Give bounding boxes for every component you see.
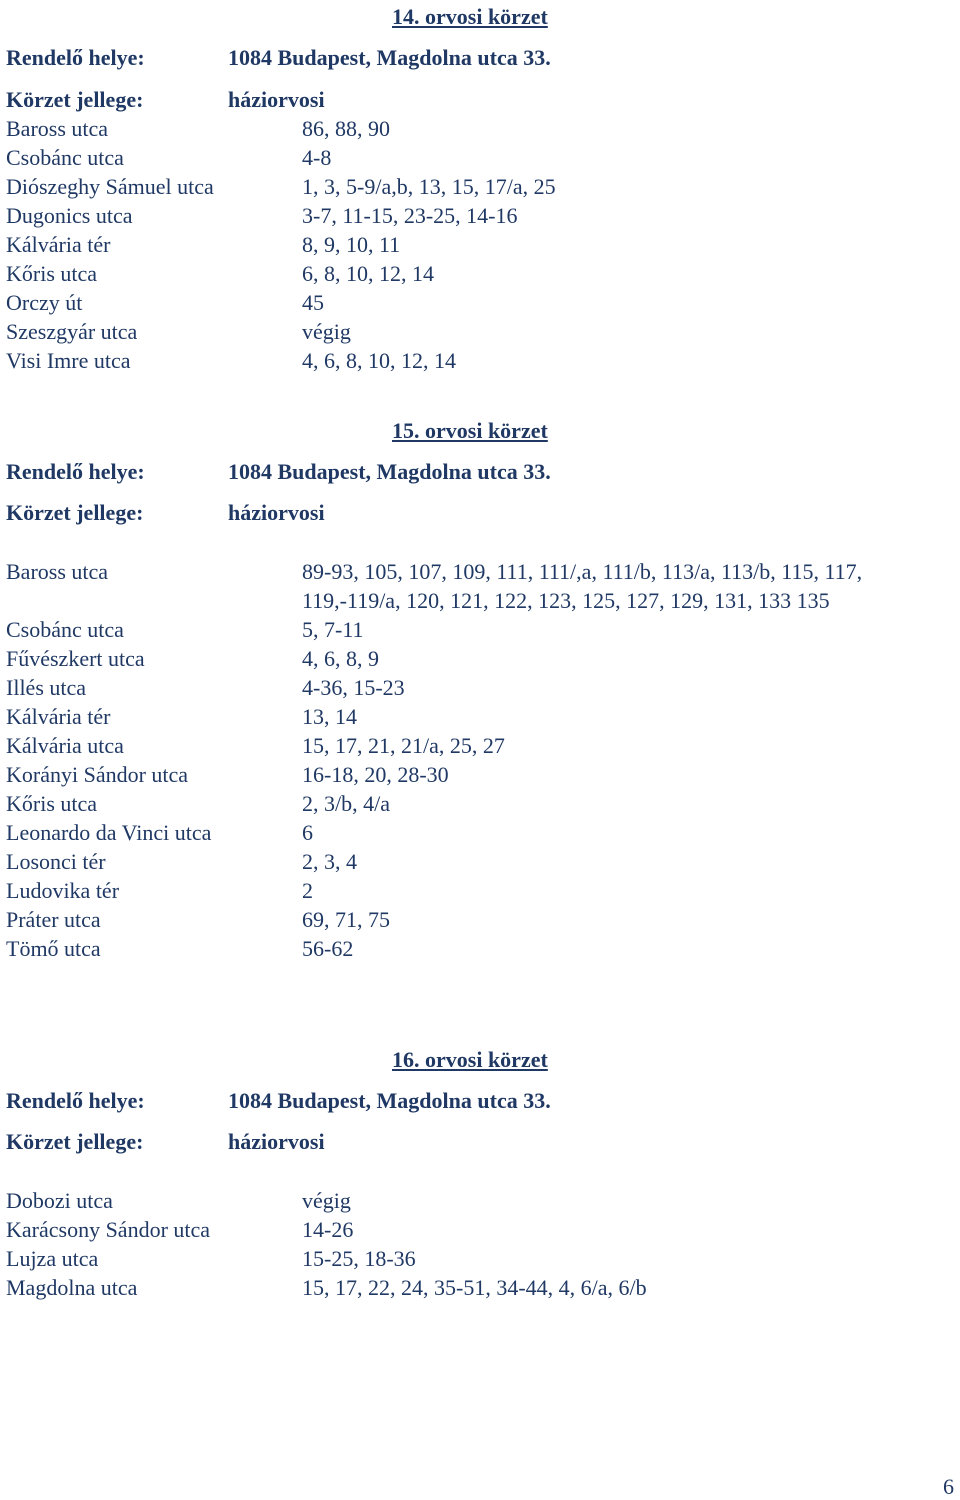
street-name: Diószeghy Sámuel utca bbox=[6, 174, 214, 199]
house-numbers: végig bbox=[302, 319, 351, 344]
street-name: Ludovika tér bbox=[6, 878, 120, 903]
house-numbers: 16-18, 20, 28-30 bbox=[302, 762, 449, 787]
street-row bbox=[6, 143, 956, 172]
street-name: Csobánc utca bbox=[6, 145, 124, 170]
street-row bbox=[6, 317, 956, 346]
house-numbers: 8, 9, 10, 11 bbox=[302, 232, 401, 257]
street-row bbox=[6, 1215, 956, 1244]
page-number: 6 bbox=[943, 1474, 954, 1499]
street-row bbox=[6, 876, 956, 905]
street-name: Dobozi utca bbox=[6, 1188, 113, 1213]
house-numbers: 1, 3, 5-9/a,b, 13, 15, 17/a, 25 bbox=[302, 174, 556, 199]
house-numbers: 4, 6, 8, 9 bbox=[302, 646, 379, 671]
street-name: Korányi Sándor utca bbox=[6, 762, 189, 787]
house-numbers: 15, 17, 22, 24, 35-51, 34-44, 4, 6/a, 6/b bbox=[302, 1275, 647, 1300]
street-row bbox=[6, 760, 956, 789]
street-name: Fűvészkert utca bbox=[6, 646, 145, 671]
street-name: Orczy út bbox=[6, 290, 83, 315]
location-label: Rendelő helye: bbox=[6, 45, 145, 70]
street-name: Práter utca bbox=[6, 907, 101, 932]
street-row bbox=[6, 288, 956, 317]
house-numbers: 15, 17, 21, 21/a, 25, 27 bbox=[302, 733, 505, 758]
house-numbers: 2 bbox=[302, 878, 313, 903]
street-row bbox=[6, 1186, 956, 1215]
street-name: Leonardo da Vinci utca bbox=[6, 820, 212, 845]
street-name: Losonci tér bbox=[6, 849, 106, 874]
house-numbers: 13, 14 bbox=[302, 704, 357, 729]
street-row bbox=[6, 934, 956, 963]
house-numbers: 6, 8, 10, 12, 14 bbox=[302, 261, 434, 286]
street-list bbox=[6, 114, 956, 375]
street-row bbox=[6, 673, 956, 702]
street-name: Tömő utca bbox=[6, 936, 101, 961]
street-row bbox=[6, 818, 956, 847]
street-row bbox=[6, 201, 956, 230]
district-title: 14. orvosi körzet bbox=[392, 4, 548, 29]
street-row bbox=[6, 644, 956, 673]
street-name: Kőris utca bbox=[6, 261, 98, 286]
street-name: Baross utca bbox=[6, 559, 109, 584]
house-numbers: 4-8 bbox=[302, 145, 332, 170]
street-name: Baross utca bbox=[6, 116, 109, 141]
house-numbers: 56-62 bbox=[302, 936, 354, 961]
street-name: Illés utca bbox=[6, 675, 87, 700]
house-numbers: 69, 71, 75 bbox=[302, 907, 390, 932]
street-row bbox=[6, 557, 956, 615]
house-numbers: 89-93, 105, 107, 109, 111, 111/,a, 111/b, 113/a, 113/b, 115, 117, 119,-119/a, 120, 121, 122, 123, 125, 127, 129, 131, 133 135 bbox=[302, 559, 863, 613]
house-numbers: 15-25, 18-36 bbox=[302, 1246, 416, 1271]
house-numbers: 2, 3/b, 4/a bbox=[302, 791, 390, 816]
house-numbers: végig bbox=[302, 1188, 351, 1213]
type-value: háziorvosi bbox=[228, 500, 325, 525]
street-name: Kálvária tér bbox=[6, 232, 111, 257]
house-numbers: 14-26 bbox=[302, 1217, 354, 1242]
location-value: 1084 Budapest, Magdolna utca 33. bbox=[228, 45, 551, 70]
street-row bbox=[6, 346, 956, 375]
street-name: Dugonics utca bbox=[6, 203, 133, 228]
street-name: Kálvária tér bbox=[6, 704, 111, 729]
street-name: Visi Imre utca bbox=[6, 348, 131, 373]
street-row bbox=[6, 731, 956, 760]
street-row bbox=[6, 702, 956, 731]
street-name: Karácsony Sándor utca bbox=[6, 1217, 211, 1242]
house-numbers: 86, 88, 90 bbox=[302, 116, 390, 141]
street-row bbox=[6, 905, 956, 934]
street-row bbox=[6, 1244, 956, 1273]
type-value: háziorvosi bbox=[228, 1129, 325, 1154]
type-label: Körzet jellege: bbox=[6, 500, 144, 525]
type-label: Körzet jellege: bbox=[6, 1129, 144, 1154]
street-row bbox=[6, 172, 956, 201]
street-row bbox=[6, 114, 956, 143]
street-name: Csobánc utca bbox=[6, 617, 124, 642]
location-label: Rendelő helye: bbox=[6, 459, 145, 484]
street-list bbox=[6, 1186, 956, 1302]
location-label: Rendelő helye: bbox=[6, 1088, 145, 1113]
district-title: 15. orvosi körzet bbox=[392, 418, 548, 443]
house-numbers: 45 bbox=[302, 290, 324, 315]
street-name: Kálvária utca bbox=[6, 733, 124, 758]
street-row bbox=[6, 789, 956, 818]
street-row bbox=[6, 847, 956, 876]
house-numbers: 2, 3, 4 bbox=[302, 849, 357, 874]
type-label: Körzet jellege: bbox=[6, 87, 144, 112]
location-value: 1084 Budapest, Magdolna utca 33. bbox=[228, 1088, 551, 1113]
street-name: Magdolna utca bbox=[6, 1275, 138, 1300]
house-numbers: 4-36, 15-23 bbox=[302, 675, 405, 700]
district-title: 16. orvosi körzet bbox=[392, 1047, 548, 1072]
house-numbers: 5, 7-11 bbox=[302, 617, 364, 642]
street-list bbox=[6, 557, 956, 963]
street-name: Lujza utca bbox=[6, 1246, 99, 1271]
type-value: háziorvosi bbox=[228, 87, 325, 112]
house-numbers: 4, 6, 8, 10, 12, 14 bbox=[302, 348, 456, 373]
street-row bbox=[6, 230, 956, 259]
street-row bbox=[6, 1273, 956, 1302]
location-value: 1084 Budapest, Magdolna utca 33. bbox=[228, 459, 551, 484]
street-name: Kőris utca bbox=[6, 791, 98, 816]
street-row bbox=[6, 615, 956, 644]
house-numbers: 6 bbox=[302, 820, 313, 845]
street-row bbox=[6, 259, 956, 288]
house-numbers: 3-7, 11-15, 23-25, 14-16 bbox=[302, 203, 518, 228]
street-name: Szeszgyár utca bbox=[6, 319, 138, 344]
